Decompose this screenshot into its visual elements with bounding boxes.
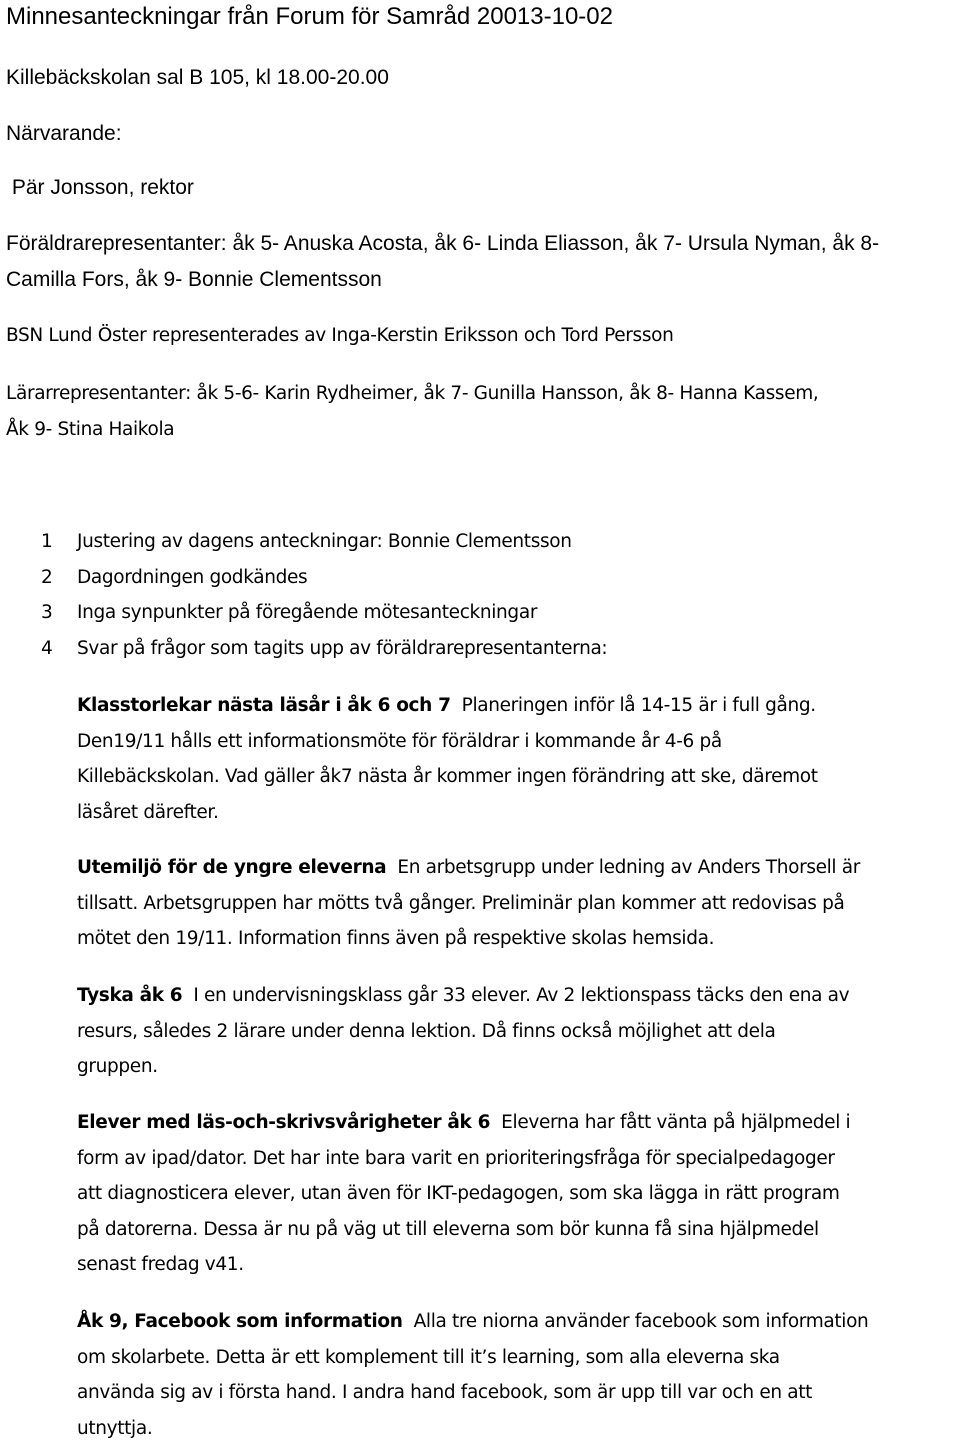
topic-line: mötet den 19/11. Information finns även på respektive skolas hemsida.	[77, 921, 957, 957]
topic-german-grade-6	[77, 978, 957, 1085]
topic-heading: Åk 9, Facebook som information	[77, 1311, 403, 1332]
topic-line: En arbetsgrupp under ledning av Anders Thorsell är	[386, 857, 860, 878]
document-title: Minnesanteckningar från Forum för Samråd 20013-10-02	[6, 0, 613, 34]
topic-line: senast fredag v41.	[77, 1247, 957, 1283]
parent-reps-line-2: Camilla Fors, åk 9- Bonnie Clementsson	[6, 263, 382, 297]
topic-heading: Elever med läs-och-skrivsvårigheter åk 6	[77, 1112, 490, 1133]
agenda-list	[41, 524, 607, 666]
topic-heading: Tyska åk 6	[77, 985, 182, 1006]
topic-facebook-information	[77, 1304, 957, 1446]
topic-line: form av ipad/dator. Det har inte bara varit en prioriteringsfråga för specialpedagoger	[77, 1141, 957, 1177]
agenda-text: Dagordningen godkändes	[77, 567, 307, 588]
topic-line: läsåret därefter.	[77, 795, 957, 831]
agenda-item	[41, 631, 607, 667]
topic-line: gruppen.	[77, 1049, 957, 1085]
topic-line: utnyttja.	[77, 1411, 957, 1446]
agenda-text: Justering av dagens anteckningar: Bonnie Clementsson	[77, 531, 572, 552]
agenda-item	[41, 524, 607, 560]
topic-line: om skolarbete. Detta är ett komplement till it’s learning, som alla eleverna ska	[77, 1340, 957, 1376]
topic-line: Alla tre niorna använder facebook som information	[403, 1311, 869, 1332]
topic-line: resurs, således 2 lärare under denna lektion. Då finns också möjlighet att dela	[77, 1014, 957, 1050]
topic-reading-writing-difficulties	[77, 1105, 957, 1283]
agenda-number: 4	[41, 631, 77, 667]
agenda-number: 2	[41, 560, 77, 596]
topic-class-sizes	[77, 688, 957, 830]
meeting-location: Killebäckskolan sal B 105, kl 18.00-20.00	[6, 61, 389, 95]
agenda-text: Svar på frågor som tagits upp av föräldrarepresentanterna:	[77, 638, 607, 659]
agenda-number: 3	[41, 595, 77, 631]
topic-outdoor-environment	[77, 850, 957, 957]
present-label: Närvarande:	[6, 117, 122, 151]
bsn-line: BSN Lund Öster representerades av Inga-Kerstin Eriksson och Tord Persson	[6, 318, 673, 354]
topic-line: Den19/11 hålls ett informationsmöte för föräldrar i kommande år 4-6 på	[77, 724, 957, 760]
topic-line: I en undervisningsklass går 33 elever. Av 2 lektionspass täcks den ena av	[182, 985, 849, 1006]
agenda-text: Inga synpunkter på föregående mötesanteckningar	[77, 602, 537, 623]
parent-reps-line-1: Föräldrarepresentanter: åk 5- Anuska Acosta, åk 6- Linda Eliasson, åk 7- Ursula Nyman, åk 8-	[6, 227, 879, 261]
topic-line: Eleverna har fått vänta på hjälpmedel i	[490, 1112, 850, 1133]
topic-line: Planeringen inför lå 14-15 är i full gång.	[451, 695, 816, 716]
agenda-item	[41, 595, 607, 631]
topic-line: använda sig av i första hand. I andra hand facebook, som är upp till var och en att	[77, 1375, 957, 1411]
teacher-reps-line-2: Åk 9- Stina Haikola	[6, 412, 174, 448]
topic-line: Killebäckskolan. Vad gäller åk7 nästa år kommer ingen förändring att ske, däremot	[77, 759, 957, 795]
topic-line: tillsatt. Arbetsgruppen har mötts två gånger. Preliminär plan kommer att redovisas på	[77, 886, 957, 922]
topic-heading: Utemiljö för de yngre eleverna	[77, 857, 386, 878]
topic-heading: Klasstorlekar nästa läsår i åk 6 och 7	[77, 695, 451, 716]
agenda-item	[41, 560, 607, 596]
teacher-reps-line-1: Lärarrepresentanter: åk 5-6- Karin Rydheimer, åk 7- Gunilla Hansson, åk 8- Hanna Kassem,	[6, 376, 818, 412]
agenda-number: 1	[41, 524, 77, 560]
principal-line: Pär Jonsson, rektor	[6, 171, 194, 205]
topic-line: på datorerna. Dessa är nu på väg ut till eleverna som bör kunna få sina hjälpmedel	[77, 1212, 957, 1248]
topic-line: att diagnosticera elever, utan även för IKT-pedagogen, som ska lägga in rätt program	[77, 1176, 957, 1212]
